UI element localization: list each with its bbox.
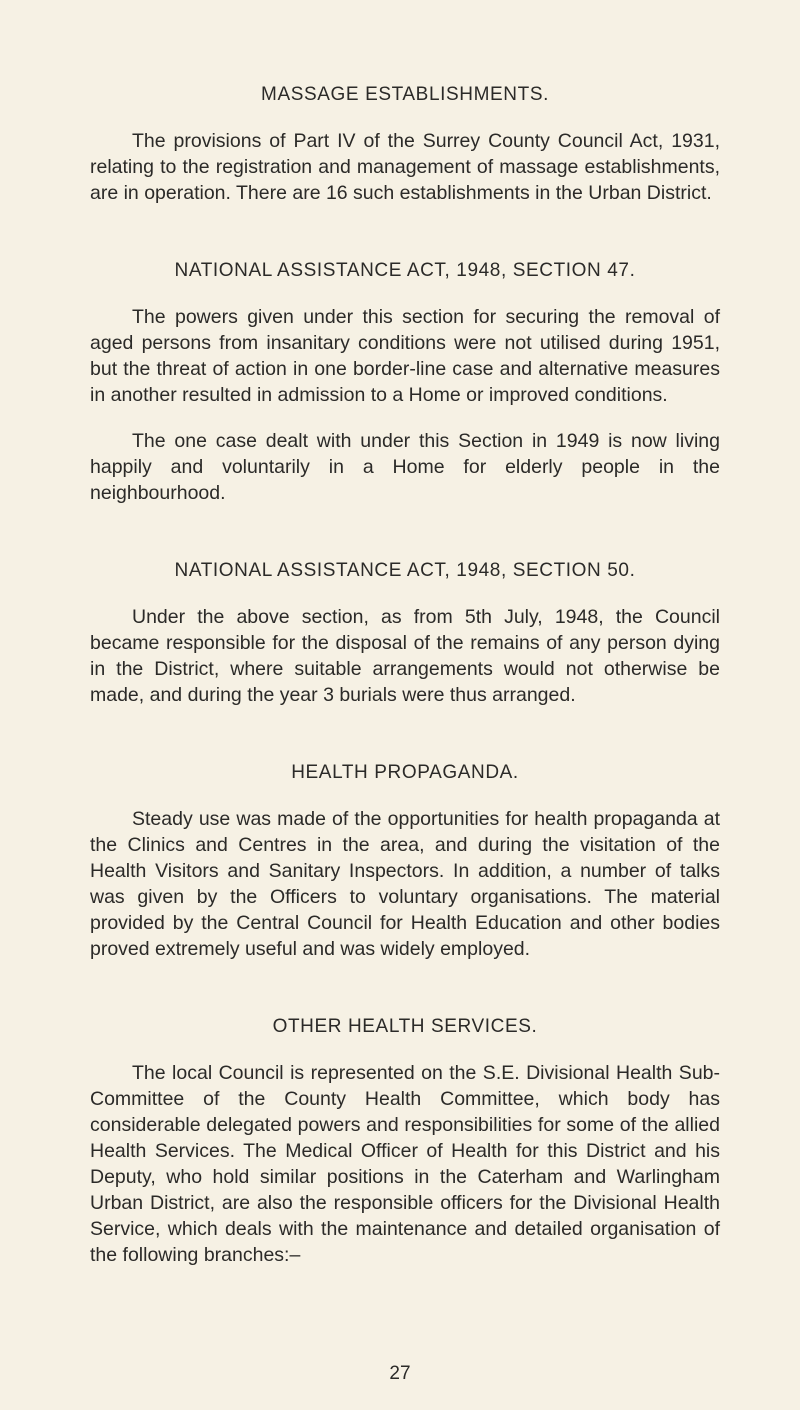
document-page xyxy=(90,82,720,1288)
section-heading: NATIONAL ASSISTANCE ACT, 1948, SECTION 50. xyxy=(174,560,636,581)
section-paragraph: The provisions of Part IV of the Surrey County Council Act, 1931, relating to the registration and management of massage establishments, are in operation. There are 16 such establishments in the Urban District. xyxy=(90,130,720,204)
section-paragraph: Steady use was made of the opportunities for health propaganda at the Clinics and Centres in the area, and during the visitation of the Health Visitors and Sanitary Inspectors. In addition, a number of talks was given by the Officers to voluntary organisations. The material provided by the Central Council for Health Education and other bodies proved extremely useful and was widely employed. xyxy=(90,808,720,960)
section-heading: NATIONAL ASSISTANCE ACT, 1948, SECTION 47. xyxy=(174,260,636,281)
section-national-assistance-47 xyxy=(90,258,720,506)
section-paragraph: The powers given under this section for securing the removal of aged persons from insanitary conditions were not utilised during 1951, but the threat of action in one border-line case and alternative measures in another resulted in admission to a Home or improved conditions. xyxy=(90,306,720,406)
section-other-health-services xyxy=(90,1014,720,1268)
section-health-propaganda xyxy=(90,760,720,962)
section-national-assistance-50 xyxy=(90,558,720,708)
section-paragraph: The one case dealt with under this Section in 1949 is now living happily and voluntarily in a Home for elderly people in the neighbourhood. xyxy=(90,430,720,504)
section-paragraph: The local Council is represented on the S.E. Divisional Health Sub-Committee of the County Health Committee, which body has considerable delegated powers and responsibilities for some of the allied Health Services. The Medical Officer of Health for this District and his Deputy, who hold similar positions in the Caterham and Warlingham Urban District, are also the responsible officers for the Divisional Health Service, which deals with the maintenance and detailed organisation of the following branches:– xyxy=(90,1062,720,1266)
section-massage-establishments xyxy=(90,82,720,206)
section-paragraph: Under the above section, as from 5th July, 1948, the Council became responsible for the disposal of the remains of any person dying in the District, where suitable arrangements would not otherwise be made, and during the year 3 burials were thus arranged. xyxy=(90,606,720,706)
section-heading: HEALTH PROPAGANDA. xyxy=(291,762,519,783)
page-number: 27 xyxy=(389,1363,411,1384)
section-heading: MASSAGE ESTABLISHMENTS. xyxy=(261,84,549,105)
section-heading: OTHER HEALTH SERVICES. xyxy=(272,1016,538,1037)
